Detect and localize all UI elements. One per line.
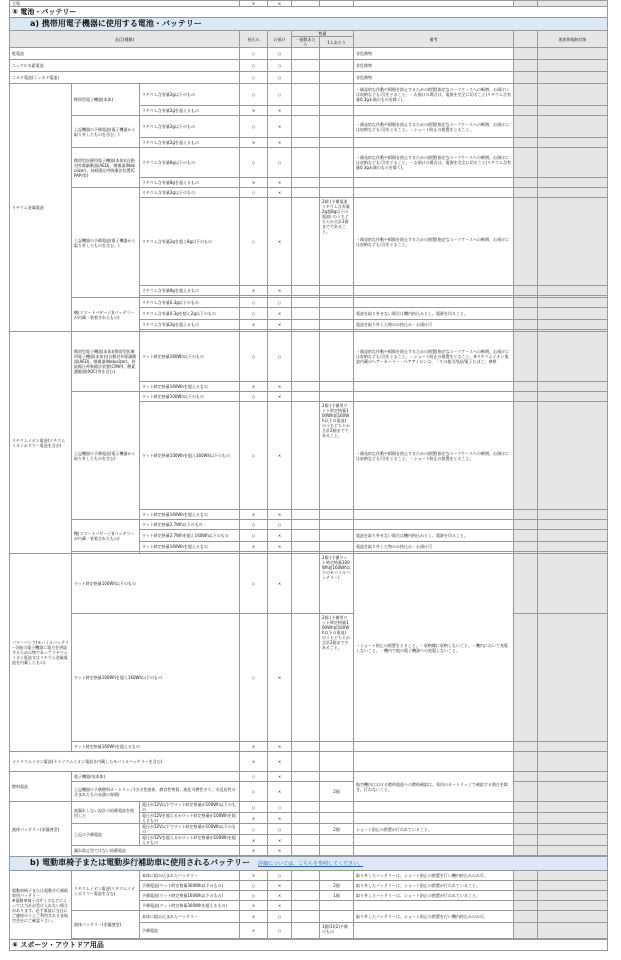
subsection-title: b) 電動車椅子または電動歩行補助車に使用されるバッテリー 詳細については、こちらを参照してください。 — [10, 857, 608, 871]
lithium-metal-label: リチウム金属電池 — [10, 84, 72, 332]
regulations-table: 主電 × × ⑤ 電池・バッテリー a) 携帯用電子機器に使用する電池・バッテリー 品目(種類) 持込み お預け 数量 備考 液体物規制対象 一個数あたり 1人あたり 乾電池 ○ ○ 非危険物 ニッケル水素電池 ○ ○ 非危険物 ニカド電池(ニッカド電池) ○ ○ 非危険物 リチウム金属電池 携帯型電子機器(本体) リチウム含有量2g以下のもの ○ ○ ・偶発的な作動や損傷を防止するための措置(指定なスーツケースへの斬増、お預けには収納なども可)をとること。・お預けの場合は、電源を完全に切ること(リチウム含有量0.3g未満のものを除く)。 リチウム含有量2gを超えるもの × × 上記機器の予備電池(電子機器から取り外したものを含む。) リチウム含有量2g以下のもの ○ × ・偶発的な作動や損傷を防止するための措置(指定なスーツケースへの斬増、お預けには収納なども可)をとること。・ショート防止の措置をとること。 リチウム含有量2gを超えるもの × × 携帯型医療用電子機器(本体)(自動対外除細動器(AED)、噴霧器(Nebulizer)、持続陽圧呼吸療法装置(CPAP)等) リチウム含有量8g以下のもの ○ ○ ・偶発的な作動や損傷を防止するための措置(指定なスーツケースへの斬増、お預けには収納なども可)をとること。・お預けの場合は、電源を完全に切ること(リチウム含有量0.3g未満のものを除く)。 リチウム含有量8gを超えるもの × × 上記機器の予備電池(電子機器から取り外したものを含む。) リチウム含有量2g以下のもの ○ × リチウム含有量2gを超え8g以下のもの ○ × 2個 (予備電池リチウム含有量2g超8g以下の電池) のうちどちらか合計2個までであること。 ・偶発的な作動や損傷を防止するための措置(指定なスーツケースへの斬増、お預けには収納なども可)をとること。 リチウム含有量8gを超えるもの × × 鞄(スマートバゲージ)(バッテリーが内蔵・装着されたもの) リチウム含有量0.3g以下のもの ○ ○ リチウム含有量0.3gを超え2g以下のもの ○ × 電池を取り外せない場合は機内持込みとし、電源を切ること。 リチウム含有量2gを超えるもの × × 電池を取り外した物のみ持込み・お預け可 リチウムイオン電池(リチウムイオンポリマー電池を含む) 携帯型電子機器(本体)(携帯型医療用電子機器(本体))(自動対外除細動器(AED)、噴霧器(Nebulizer)、持続陽圧呼吸療法装置(CPAP)、酸素濃縮器(POC)等を含む) ワット時定格量160Wh以下のもの ○ ○ ・偶発的な作動や損傷を防止するための措置(指定なスーツケースへの斬増、お預けには収納なども可)をとること。・ショート防止の措置をとること。※リチウムイオン電池内蔵のヘアーカーラー・ヘアアイロンは、「その他引用品/電子たばこ」参照 ワット時定格量160Whを超えるもの × × 上記機器の予備電池(電子機器から取り外したものを含む) ワット時定格量100Wh以下のもの ○ × ワット時定格量100Whを超え160Wh以下のもの ○ × 2個 (予備用ワット時定格量100Wh超160Wh以下の電池) のうちどちらか合計2個までであること。 ・偶発的な作動や損傷を防止するための措置(指定なスーツケースへの斬増、お預けには収納なども可)をとること。・ショート防止の措置をとること。 ワット時定格量160Whを超えるもの × × 鞄(スマートバゲージ)(バッテリーが内蔵・装着されたもの) ワット時定格量2.7Wh以下のもの ○ ○ ワット時定格量2.7Whを超え160Wh以下のもの ○ × 電池を取り外せない場合は機内持込みとし、電源を切ること。 ワット時定格量160Whを超えるもの × × 電池を取り外した物のみ持込み・お預け可 パワーバンク(モバイルバッテリー)(他の電子機器に電力を供給するための物であってリチウムイオン電池又はリチウム金属電池を内蔵したもの) ワット時定格量100Wh以下のもの ○ × 2個 (予備ワット時定格量100Wh超160Wh以下のモバイルバッテリー) ・ショート防止の措置をとること。・収納棚に収納しないこと。・機内において充電しないこと。・機内で他の電子機器への充電しないこと。 ワット時定格量100Whを超え160Wh以下のもの ○ × 2個 (予備用ワット時定格量100Wh超160Wh以下の電池) のうちどちらか合計2個までであること。 ワット時定格量160Whを超えるもの × × ナトリウムイオン電池(ナトリウムイオン電池を内蔵したモバイルバッテリーを含む) × × 燃料電池 電子機器内(本体) ○ × 航空機内における燃料電池への燃料補給は、専用のカートリッジで補給する場合を除き、行わないこと。 上記機器の予備燃料カートリッジ(引火性液体、腐食性物質、液化可燃性ガス、水反応性の含まれたもの未満の容積) ○ × 2個 液体バッテリー(非漏洩型) 液漏れしない設計の鉛蓄電池を使用した 電圧が12V以下でワット時定格量が100Wh以下のもの ○ ○ 電圧が12Vを超えるかワット時定格量が100Whを超えるもの × × 上記の予備電池 電圧が12V以下でワット時定格量が100Wh以下のもの ○ ○ 2個 ショート防止の措置が行われていること。 電圧が12Vを超えるかワット時定格量が100Whを超えるもの × × 漏れ防止型ではない鉛蓄電池 × × b) 電動車椅子または電動歩行補助車に使用されるバッテリー 詳細については、こちらを参照してください。 電動車椅子または電動歩行補助車用バッテリー ※電動車椅子のサイズなどによっては当社が受け入れない場合があります。必ず事前に当社にご連絡のうえご利用される各航空会社にご確認下さい。 リチウムイオン電池(リチウムイオンポリマー電池を含む) 本体に組み込まれたバッテリー × ○ 取り外したバッテリーは、ショート防止の措置を行い機内持込みのみ可。 予備電池(ワット時定格量300Wh以下のもの) ○ × 2個 取り外したバッテリーは、ショート防止の措置が行われていること。 予備電池(ワット時定格量160Wh以下のもの) ○ × 1個 取り外したバッテリーは、ショート防止の措置が行われていること。 予備電池(ワット時定格量300Whを超えるもの) × × 液体バッテリー(非漏洩型) 本体に組み込まれたバッテリー × ○ 取り外したバッテリーは、ショート防止の措置を行い機内持込みのみ可。 予備電池 × ○ 1個(1)(2)予備のもの ⑥ スポーツ・アウトドア用品 — [9, 0, 608, 951]
checked-mark: × — [268, 1, 292, 7]
carry-on-mark: × — [240, 1, 268, 7]
subsection-title: a) 携帯用電子機器に使用する電池・バッテリー — [10, 18, 608, 31]
header-qty-item: 一個数あたり — [292, 37, 320, 48]
row-label: ニッケル水素電池 — [10, 60, 240, 72]
header-carry: 持込み — [240, 31, 268, 48]
lithium-ion-label: リチウムイオン電池(リチウムイオンポリマー電池を含む) — [10, 332, 72, 554]
table-row: ニッケル水素電池 ○ ○ 非危険物 — [10, 60, 608, 72]
row-label: ニカド電池(ニッカド電池) — [10, 72, 240, 84]
sodium-label: ナトリウムイオン電池(ナトリウムイオン電池を内蔵したモバイルバッテリーを含む) — [10, 752, 240, 772]
row-label: 主電 — [10, 1, 240, 7]
header-checked: お預け — [268, 31, 292, 48]
wheelchair-label: 電動車椅子または電動歩行補助車用バッテリー ※電動車椅子のサイズなどによっては当社が受け入れない場合があります。必ず事前に当社にご連絡のうえご利用される各航空会社にご確認下さい。 — [10, 871, 72, 940]
power-bank-label: パワーバンク(モバイルバッテリー)(他の電子機器に電力を供給するための物であってリチウムイオン電池又はリチウム金属電池を内蔵したもの) — [10, 554, 72, 752]
table-row: ニカド電池(ニッカド電池) ○ ○ 非危険物 — [10, 72, 608, 84]
wet-battery-label: 液体バッテリー(非漏洩型) — [10, 802, 72, 857]
row-label: 乾電池 — [10, 48, 240, 60]
section-title: ⑤ 電池・バッテリー — [10, 7, 608, 18]
fuel-cell-label: 燃料電池 — [10, 772, 72, 802]
header-item: 品目(種類) — [10, 31, 240, 48]
header-qty-person: 1人あたり — [320, 37, 354, 48]
section-title: ⑥ スポーツ・アウトドア用品 — [10, 940, 608, 951]
header-notes: 備考 — [354, 31, 514, 48]
header-hazard: 液体物規制対象 — [538, 31, 608, 48]
table-row: 乾電池 ○ ○ 非危険物 — [10, 48, 608, 60]
battery-regulations-document — [9, 0, 607, 951]
details-link[interactable]: 詳細については、こちらを参照してください。 — [258, 861, 364, 867]
header-qty: 数量 — [292, 31, 354, 37]
